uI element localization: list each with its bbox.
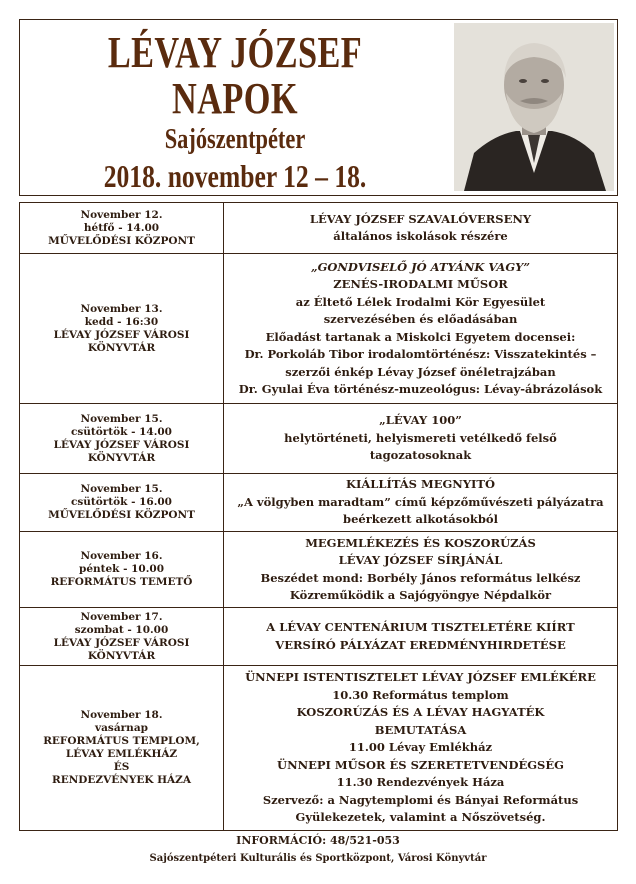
event-venue: REFORMÁTUS TEMETŐ <box>50 576 193 588</box>
portrait-photo <box>454 23 614 191</box>
event-description <box>224 474 618 532</box>
event-row <box>20 203 618 254</box>
event-detail: KOSZORÚZÁS ÉS A LÉVAY HAGYATÉK <box>296 705 545 720</box>
info-phone: INFORMÁCIÓ: 48/521-053 <box>236 834 400 847</box>
event-detail: tagozatosoknak <box>369 448 472 463</box>
event-detail: ÜNNEPI MŰSOR ÉS SZERETETVENDÉGSÉG <box>277 757 564 772</box>
event-detail: 11.00 Lévay Emlékház <box>348 740 493 755</box>
event-day-time: kedd - 16:30 <box>84 315 159 328</box>
event-detail: Előadást tartanak a Miskolci Egyetem docensei: <box>265 329 576 344</box>
event-detail: helytörténeti, helyismereti vetélkedő felső <box>284 430 557 445</box>
event-title: „GONDVISELŐ JÓ ATYÁNK VAGY” <box>310 259 531 274</box>
event-time-place <box>20 404 224 474</box>
event-title: „LÉVAY 100” <box>379 413 462 428</box>
event-row <box>20 666 618 831</box>
program-table <box>19 202 618 831</box>
event-venue: MŰVELŐDÉSI KÖZPONT <box>48 234 195 247</box>
event-detail: szerzői énkép Lévay József önéletrajzában <box>285 364 556 379</box>
event-detail: az Éltető Lélek Irodalmi Kör Egyesület <box>295 294 546 309</box>
poster-header <box>19 19 618 196</box>
event-title: ÜNNEPI ISTENTISZTELET LÉVAY JÓZSEF EMLÉKÉRE <box>245 670 596 685</box>
event-venue: LÉVAY JÓZSEF VÁROSI <box>53 438 190 451</box>
poster-title-line1: LÉVAY JÓZSEF <box>107 28 363 77</box>
event-description <box>224 203 618 254</box>
event-venue: MŰVELŐDÉSI KÖZPONT <box>48 509 195 521</box>
event-detail: LÉVAY JÓZSEF SÍRJÁNÁL <box>338 553 503 567</box>
event-description <box>224 254 618 404</box>
event-description <box>224 532 618 608</box>
event-description <box>224 608 618 666</box>
event-time-place <box>20 474 224 532</box>
event-venue: LÉVAY JÓZSEF VÁROSI <box>53 636 190 649</box>
event-venue: REFORMÁTUS TEMPLOM, <box>43 735 200 747</box>
organizer-name: Sajószentpéteri Kulturális és Sportközpont, Városi Könyvtár <box>149 853 487 864</box>
event-venue: LÉVAY EMLÉKHÁZ <box>65 748 178 760</box>
event-venue: RENDEZVÉNYEK HÁZA <box>51 774 191 786</box>
event-row <box>20 474 618 532</box>
poster-title-line2: NAPOK <box>172 74 298 123</box>
event-venue: LÉVAY JÓZSEF VÁROSI <box>53 328 190 341</box>
event-venue: KÖNYVTÁR <box>87 649 156 662</box>
event-detail: szervezésében és előadásában <box>323 312 518 326</box>
event-day-time: csütörtök - 14.00 <box>70 425 172 438</box>
event-row <box>20 254 618 404</box>
event-day-time: hétfő - 14.00 <box>83 221 160 234</box>
event-date: November 17. <box>80 610 163 623</box>
event-venue: KÖNYVTÁR <box>87 451 156 464</box>
event-title: A LÉVAY CENTENÁRIUM TISZTELETÉRE KIÍRT <box>266 620 575 634</box>
event-detail: ZENÉS-IRODALMI MŰSOR <box>333 277 508 291</box>
event-day-time: csütörtök - 16.00 <box>70 496 172 508</box>
event-date: November 16. <box>80 550 163 562</box>
event-venue: ÉS <box>113 761 130 773</box>
event-day-time: vasárnap <box>95 722 148 734</box>
event-row <box>20 404 618 474</box>
event-venue: KÖNYVTÁR <box>87 341 156 354</box>
event-detail: általános iskolások részére <box>333 229 508 243</box>
event-day-time: szombat - 10.00 <box>74 623 169 636</box>
event-title: LÉVAY JÓZSEF SZAVALÓVERSENY <box>309 211 532 226</box>
event-detail: Dr. Porkoláb Tibor irodalomtörténész: Visszatekintés – <box>244 347 597 361</box>
event-time-place <box>20 203 224 254</box>
event-detail: 10.30 Református templom <box>332 687 509 702</box>
event-time-place <box>20 666 224 831</box>
event-description <box>224 404 618 474</box>
event-time-place <box>20 608 224 666</box>
event-detail: BEMUTATÁSA <box>374 722 467 737</box>
event-detail: Beszédet mond: Borbély János református lelkész <box>260 570 581 585</box>
event-detail: Dr. Gyulai Éva történész-muzeológus: Lévay-ábrázolások <box>238 382 603 396</box>
event-date: November 15. <box>80 412 163 425</box>
event-detail: „A völgyben maradtam” című képzőművészeti pályázatra <box>237 494 604 509</box>
event-row <box>20 532 618 608</box>
event-date: November 12. <box>80 208 163 221</box>
event-detail: 11.30 Rendezvények Háza <box>336 775 505 790</box>
event-detail: Gyülekezetek, valamint a Nőszövetség. <box>295 810 546 825</box>
portrait-illustration <box>454 23 614 191</box>
event-title: KIÁLLÍTÁS MEGNYITÓ <box>345 477 495 492</box>
event-detail: Szervező: a Nagytemplomi és Bányai Református <box>262 792 579 807</box>
event-date: November 18. <box>80 709 163 721</box>
event-time-place <box>20 532 224 608</box>
event-title: MEGEMLÉKEZÉS ÉS KOSZORÚZÁS <box>305 535 536 550</box>
event-detail: Közreműködik a Sajógyöngye Népdalkör <box>289 588 552 602</box>
event-detail: VERSÍRÓ PÁLYÁZAT EREDMÉNYHIRDETÉSE <box>275 637 566 652</box>
event-row <box>20 608 618 666</box>
event-date: November 13. <box>80 302 163 315</box>
event-detail: beérkezett alkotásokból <box>343 512 498 527</box>
event-date: November 15. <box>80 483 163 495</box>
city-name: Sajószentpéter <box>164 124 306 155</box>
event-description <box>224 666 618 831</box>
event-time-place <box>20 254 224 404</box>
event-dates: 2018. november 12 – 18. <box>103 158 367 194</box>
event-day-time: péntek - 10.00 <box>78 563 164 575</box>
